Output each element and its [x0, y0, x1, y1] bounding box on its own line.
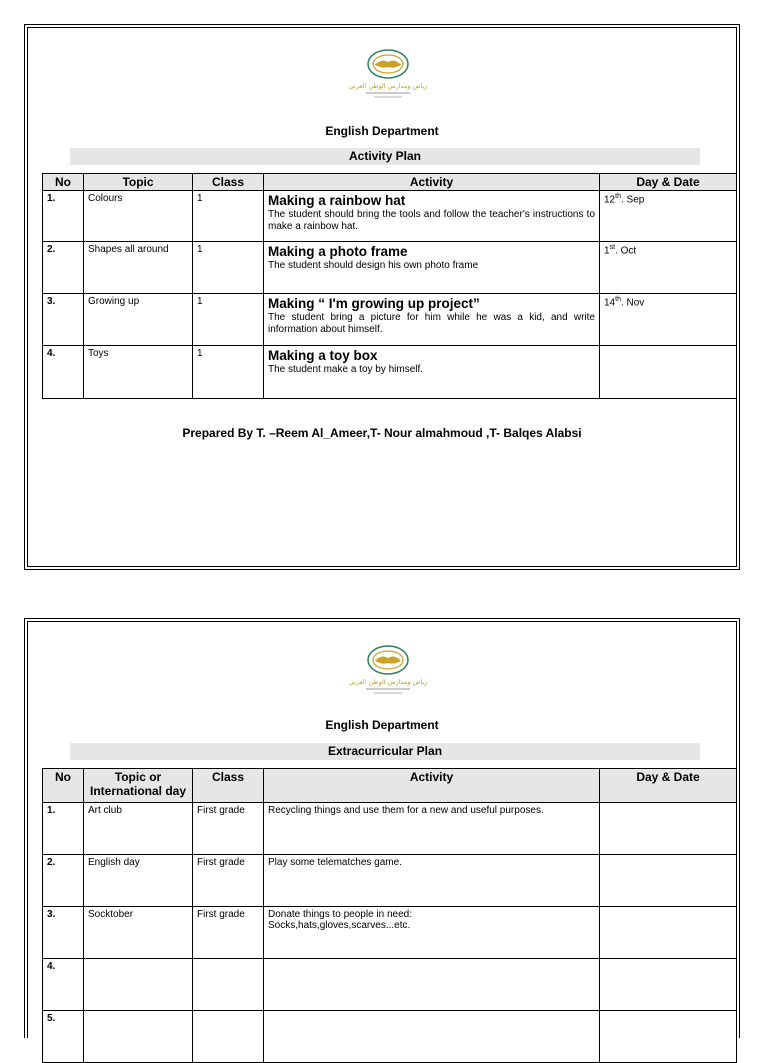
table-row — [43, 803, 737, 855]
table-row — [43, 294, 737, 346]
row-date — [600, 294, 737, 346]
header-day-date: Day & Date — [600, 174, 737, 191]
date-day: 1 — [604, 245, 610, 257]
header-day-date: Day & Date — [600, 769, 737, 803]
activity-title: Making a photo frame — [268, 244, 408, 259]
row-activity — [264, 907, 600, 959]
date-suffix: st — [609, 244, 616, 251]
date-suffix: th — [615, 193, 621, 200]
plan-title: Activity Plan — [70, 148, 700, 165]
row-topic: Shapes all around — [84, 242, 193, 294]
row-activity — [264, 346, 600, 399]
row-number: 2. — [43, 855, 84, 907]
header-activity: Activity — [264, 769, 600, 803]
activity-description: The student make a toy by himself. — [268, 364, 424, 375]
row-activity — [264, 959, 600, 1011]
row-class: First grade — [193, 907, 264, 959]
row-topic: Toys — [84, 346, 193, 399]
row-topic: Socktober — [84, 907, 193, 959]
row-class: 1 — [193, 242, 264, 294]
header-no: No — [43, 174, 84, 191]
row-class: 1 — [193, 191, 264, 242]
row-topic: Art club — [84, 803, 193, 855]
header-no: No — [43, 769, 84, 803]
activity-plan-table — [42, 173, 737, 399]
row-class: First grade — [193, 803, 264, 855]
row-number: 1. — [43, 803, 84, 855]
date-day: 12 — [604, 194, 616, 206]
row-topic: Colours — [84, 191, 193, 242]
row-topic: English day — [84, 855, 193, 907]
row-number: 4. — [43, 346, 84, 399]
plan-title: Extracurricular Plan — [70, 743, 700, 760]
row-class: 1 — [193, 346, 264, 399]
svg-text:رياض ومدارس الوطن العربي: رياض ومدارس الوطن العربي — [348, 678, 428, 686]
date-suffix: th — [615, 296, 621, 303]
row-class — [193, 1011, 264, 1063]
row-activity — [264, 294, 600, 346]
activity-title: Making a rainbow hat — [268, 193, 406, 208]
row-number: 1. — [43, 191, 84, 242]
row-topic — [84, 959, 193, 1011]
department-title: English Department — [325, 124, 439, 138]
prepared-by: Prepared By T. –Reem Al_Ameer,T- Nour almahmoud ,T- Balqes Alabsi — [182, 426, 582, 440]
row-date — [600, 191, 737, 242]
date-month: . Oct — [615, 245, 637, 257]
table-row — [43, 242, 737, 294]
date-day: 14 — [604, 297, 616, 309]
table-row — [43, 346, 737, 399]
table-header-row — [43, 174, 737, 191]
activity-description: The student should bring the tools and follow the teacher's instructions to make a rainbow hat. — [268, 209, 595, 232]
row-activity — [264, 855, 600, 907]
row-class — [193, 959, 264, 1011]
school-logo — [328, 46, 448, 102]
row-class: 1 — [193, 294, 264, 346]
date-month: . Nov — [620, 297, 645, 309]
row-topic — [84, 1011, 193, 1063]
activity-description: The student should design his own photo frame — [268, 260, 479, 271]
row-activity — [264, 1011, 600, 1063]
row-activity — [264, 803, 600, 855]
table-row — [43, 855, 737, 907]
row-date — [600, 346, 737, 399]
row-date — [600, 855, 737, 907]
row-topic: Growing up — [84, 294, 193, 346]
activity-line: Play some telematches game. — [268, 857, 402, 868]
row-number: 3. — [43, 294, 84, 346]
document-page-1 — [24, 24, 740, 570]
department-title: English Department — [325, 718, 439, 732]
row-date — [600, 242, 737, 294]
date-month: . Sep — [620, 194, 645, 206]
row-date — [600, 959, 737, 1011]
activity-title: Making “ I'm growing up project” — [268, 296, 480, 311]
row-number: 4. — [43, 959, 84, 1011]
row-date — [600, 803, 737, 855]
activity-line-2: Socks,hats,gloves,scarves...etc. — [268, 920, 411, 931]
row-date — [600, 907, 737, 959]
activity-title: Making a toy box — [268, 348, 378, 363]
header-class: Class — [193, 174, 264, 191]
table-header-row — [43, 769, 737, 803]
table-row — [43, 191, 737, 242]
row-number: 3. — [43, 907, 84, 959]
table-row — [43, 907, 737, 959]
header-class: Class — [193, 769, 264, 803]
table-row — [43, 1011, 737, 1063]
activity-line: Donate things to people in need: — [268, 909, 412, 920]
row-number: 2. — [43, 242, 84, 294]
extracurricular-plan-table — [42, 768, 737, 1063]
header-topic: Topic — [84, 174, 193, 191]
school-logo — [328, 642, 448, 698]
header-activity: Activity — [264, 174, 600, 191]
activity-line: Recycling things and use them for a new and useful purposes. — [268, 805, 544, 816]
header-topic: Topic or International day — [84, 769, 193, 803]
row-number: 5. — [43, 1011, 84, 1063]
row-activity — [264, 191, 600, 242]
activity-description: The student bring a picture for him while he was a kid, and write information about himself. — [268, 312, 595, 335]
row-activity — [264, 242, 600, 294]
row-date — [600, 1011, 737, 1063]
row-class: First grade — [193, 855, 264, 907]
document-page-2 — [24, 618, 740, 1038]
table-row — [43, 959, 737, 1011]
svg-text:رياض ومدارس الوطن العربي: رياض ومدارس الوطن العربي — [348, 82, 428, 90]
